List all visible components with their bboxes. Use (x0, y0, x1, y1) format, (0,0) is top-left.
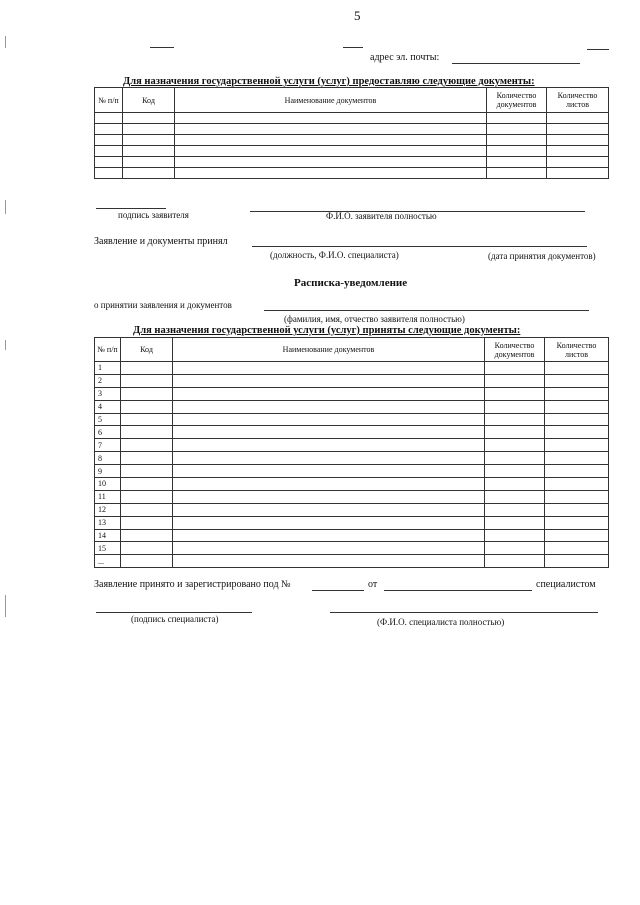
table-cell[interactable] (121, 413, 173, 426)
header-docs-count: Количество документов (487, 88, 547, 113)
row-number: 8 (95, 452, 121, 465)
accepted-by-field[interactable] (252, 246, 587, 247)
table-cell[interactable] (547, 168, 609, 179)
blank-line (150, 47, 174, 48)
registered-specialist: специалистом (536, 579, 596, 590)
table-cell[interactable] (123, 146, 175, 157)
table-cell[interactable] (175, 146, 487, 157)
table-row (95, 439, 609, 452)
table-cell[interactable] (121, 387, 173, 400)
table-cell[interactable] (121, 426, 173, 439)
table-row (95, 146, 609, 157)
table-cell[interactable] (121, 555, 173, 568)
table-cell[interactable] (121, 452, 173, 465)
table-cell[interactable] (485, 516, 545, 529)
table-cell[interactable] (545, 516, 609, 529)
table-row (95, 113, 609, 124)
table-header-row (95, 88, 609, 113)
scan-mark (5, 200, 6, 214)
row-number: 2 (95, 374, 121, 387)
documents-table-provided (94, 87, 609, 179)
email-field[interactable] (452, 63, 580, 64)
row-number: 10 (95, 478, 121, 491)
table-cell[interactable] (123, 124, 175, 135)
table-cell[interactable] (545, 374, 609, 387)
table-cell[interactable] (173, 555, 485, 568)
table-cell[interactable] (485, 542, 545, 555)
table-row (95, 555, 609, 568)
table-row (95, 374, 609, 387)
header-sheets-count: Количество листов (547, 88, 609, 113)
scan-mark (5, 595, 6, 617)
receipt-label: о принятии заявления и документов (94, 300, 232, 310)
email-label: адрес эл. почты: (370, 52, 440, 63)
table-cell[interactable] (545, 426, 609, 439)
table-row (95, 362, 609, 375)
table-cell[interactable] (547, 124, 609, 135)
table-row (95, 465, 609, 478)
table-row (95, 124, 609, 135)
table-cell[interactable] (175, 124, 487, 135)
table-cell[interactable] (121, 542, 173, 555)
table-cell[interactable] (485, 413, 545, 426)
specialist-signature-caption: (подпись специалиста) (131, 614, 219, 624)
table-row (95, 135, 609, 146)
scan-mark (5, 36, 6, 48)
table-cell[interactable] (121, 503, 173, 516)
position-fio-caption: (должность, Ф.И.О. специалиста) (270, 250, 399, 260)
row-number: 12 (95, 503, 121, 516)
row-number: 15 (95, 542, 121, 555)
table-cell[interactable] (487, 157, 547, 168)
table-cell[interactable] (485, 439, 545, 452)
table-cell[interactable] (545, 478, 609, 491)
table-cell[interactable] (123, 135, 175, 146)
row-number: 1 (95, 362, 121, 375)
table-cell[interactable] (485, 490, 545, 503)
header-name: Наименование документов (175, 88, 487, 113)
table-cell[interactable] (547, 113, 609, 124)
table2-heading: Для назначения государственной услуги (услуг) приняты следующие документы: (133, 325, 521, 336)
table-cell[interactable] (95, 113, 123, 124)
header-code: Код (121, 338, 173, 362)
row-number: 14 (95, 529, 121, 542)
table-cell[interactable] (485, 426, 545, 439)
table-cell[interactable] (545, 413, 609, 426)
row-number: 11 (95, 490, 121, 503)
table-cell[interactable] (545, 387, 609, 400)
header-num: № п/п (95, 88, 123, 113)
table-cell[interactable] (485, 478, 545, 491)
scan-mark (5, 340, 6, 350)
table-cell[interactable] (121, 490, 173, 503)
table-row (95, 529, 609, 542)
table-cell[interactable] (485, 503, 545, 516)
table-cell[interactable] (121, 478, 173, 491)
table-cell[interactable] (487, 113, 547, 124)
table-cell[interactable] (121, 400, 173, 413)
blank-line (587, 49, 609, 50)
table-cell[interactable] (173, 413, 485, 426)
table-cell[interactable] (175, 157, 487, 168)
table-cell[interactable] (123, 113, 175, 124)
header-name: Наименование документов (173, 338, 485, 362)
table-cell[interactable] (547, 157, 609, 168)
header-sheets-count: Количество листов (545, 338, 609, 362)
table-cell[interactable] (545, 439, 609, 452)
table-header-row (95, 338, 609, 362)
table-cell[interactable] (121, 465, 173, 478)
table-cell[interactable] (173, 490, 485, 503)
table-cell[interactable] (545, 555, 609, 568)
applicant-signature-caption: подпись заявителя (118, 210, 189, 220)
row-number: 5 (95, 413, 121, 426)
registration-number-field[interactable] (312, 590, 364, 591)
row-number: ... (95, 555, 121, 568)
table-row (95, 503, 609, 516)
table-cell[interactable] (545, 503, 609, 516)
signature-line[interactable] (96, 208, 166, 209)
table-cell[interactable] (545, 529, 609, 542)
table-row (95, 400, 609, 413)
table-cell[interactable] (175, 168, 487, 179)
table-cell[interactable] (485, 465, 545, 478)
table-cell[interactable] (485, 400, 545, 413)
table-cell[interactable] (545, 465, 609, 478)
documents-table-received (94, 337, 609, 568)
table-cell[interactable] (95, 168, 123, 179)
table-cell[interactable] (121, 374, 173, 387)
table-row (95, 157, 609, 168)
table-cell[interactable] (173, 362, 485, 375)
row-number: 4 (95, 400, 121, 413)
row-number: 6 (95, 426, 121, 439)
table-row (95, 426, 609, 439)
table-cell[interactable] (173, 478, 485, 491)
table-cell[interactable] (173, 426, 485, 439)
applicant-name-field[interactable] (264, 310, 589, 311)
table-cell[interactable] (121, 516, 173, 529)
table-cell[interactable] (487, 168, 547, 179)
page-number: 5 (354, 8, 361, 23)
table-row (95, 478, 609, 491)
table-cell[interactable] (121, 529, 173, 542)
table-cell[interactable] (547, 135, 609, 146)
table-cell[interactable] (545, 400, 609, 413)
table-cell[interactable] (173, 452, 485, 465)
specialist-fio-line[interactable] (330, 612, 598, 613)
table-cell[interactable] (95, 135, 123, 146)
row-number: 3 (95, 387, 121, 400)
header-num: № п/п (95, 338, 121, 362)
table-cell[interactable] (173, 465, 485, 478)
row-number: 9 (95, 465, 121, 478)
table-row (95, 168, 609, 179)
table-cell[interactable] (175, 135, 487, 146)
table-cell[interactable] (173, 516, 485, 529)
table-cell[interactable] (485, 452, 545, 465)
table-cell[interactable] (487, 135, 547, 146)
registered-from: от (368, 579, 378, 590)
table-cell[interactable] (95, 146, 123, 157)
table-cell[interactable] (121, 439, 173, 452)
table-cell[interactable] (175, 113, 487, 124)
table-row (95, 413, 609, 426)
accepted-by-label: Заявление и документы принял (94, 236, 228, 247)
table-cell[interactable] (123, 168, 175, 179)
table-cell[interactable] (485, 387, 545, 400)
applicant-name-caption: (фамилия, имя, отчество заявителя полностью) (284, 314, 465, 324)
table-row (95, 387, 609, 400)
registered-text: Заявление принято и зарегистрировано под № (94, 579, 291, 590)
table-cell[interactable] (547, 146, 609, 157)
table-row (95, 490, 609, 503)
header-docs-count: Количество документов (485, 338, 545, 362)
table-cell[interactable] (173, 387, 485, 400)
date-accepted-caption: (дата принятия документов) (488, 251, 596, 261)
table-cell[interactable] (485, 374, 545, 387)
row-number: 7 (95, 439, 121, 452)
header-code: Код (123, 88, 175, 113)
table-cell[interactable] (121, 362, 173, 375)
receipt-title: Расписка-уведомление (294, 277, 408, 289)
applicant-fio-caption: Ф.И.О. заявителя полностью (326, 211, 437, 221)
table-cell[interactable] (123, 157, 175, 168)
specialist-fio-caption: (Ф.И.О. специалиста полностью) (377, 617, 505, 627)
table-cell[interactable] (173, 503, 485, 516)
table-cell[interactable] (485, 362, 545, 375)
registration-date-field[interactable] (384, 590, 532, 591)
table-cell[interactable] (487, 146, 547, 157)
table-cell[interactable] (487, 124, 547, 135)
table-cell[interactable] (173, 542, 485, 555)
table-row (95, 452, 609, 465)
row-number: 13 (95, 516, 121, 529)
table-row (95, 542, 609, 555)
table-cell[interactable] (545, 452, 609, 465)
table-cell[interactable] (173, 400, 485, 413)
table-cell[interactable] (545, 490, 609, 503)
table-cell[interactable] (95, 124, 123, 135)
table-cell[interactable] (485, 529, 545, 542)
table-cell[interactable] (485, 555, 545, 568)
table-cell[interactable] (173, 439, 485, 452)
table1-heading: Для назначения государственной услуги (услуг) предоставляю следующие документы: (123, 76, 535, 87)
specialist-signature-line[interactable] (96, 612, 252, 613)
table-cell[interactable] (95, 157, 123, 168)
table-cell[interactable] (545, 542, 609, 555)
table-cell[interactable] (173, 529, 485, 542)
table-cell[interactable] (173, 374, 485, 387)
table-cell[interactable] (545, 362, 609, 375)
blank-line (343, 47, 363, 48)
table-row (95, 516, 609, 529)
